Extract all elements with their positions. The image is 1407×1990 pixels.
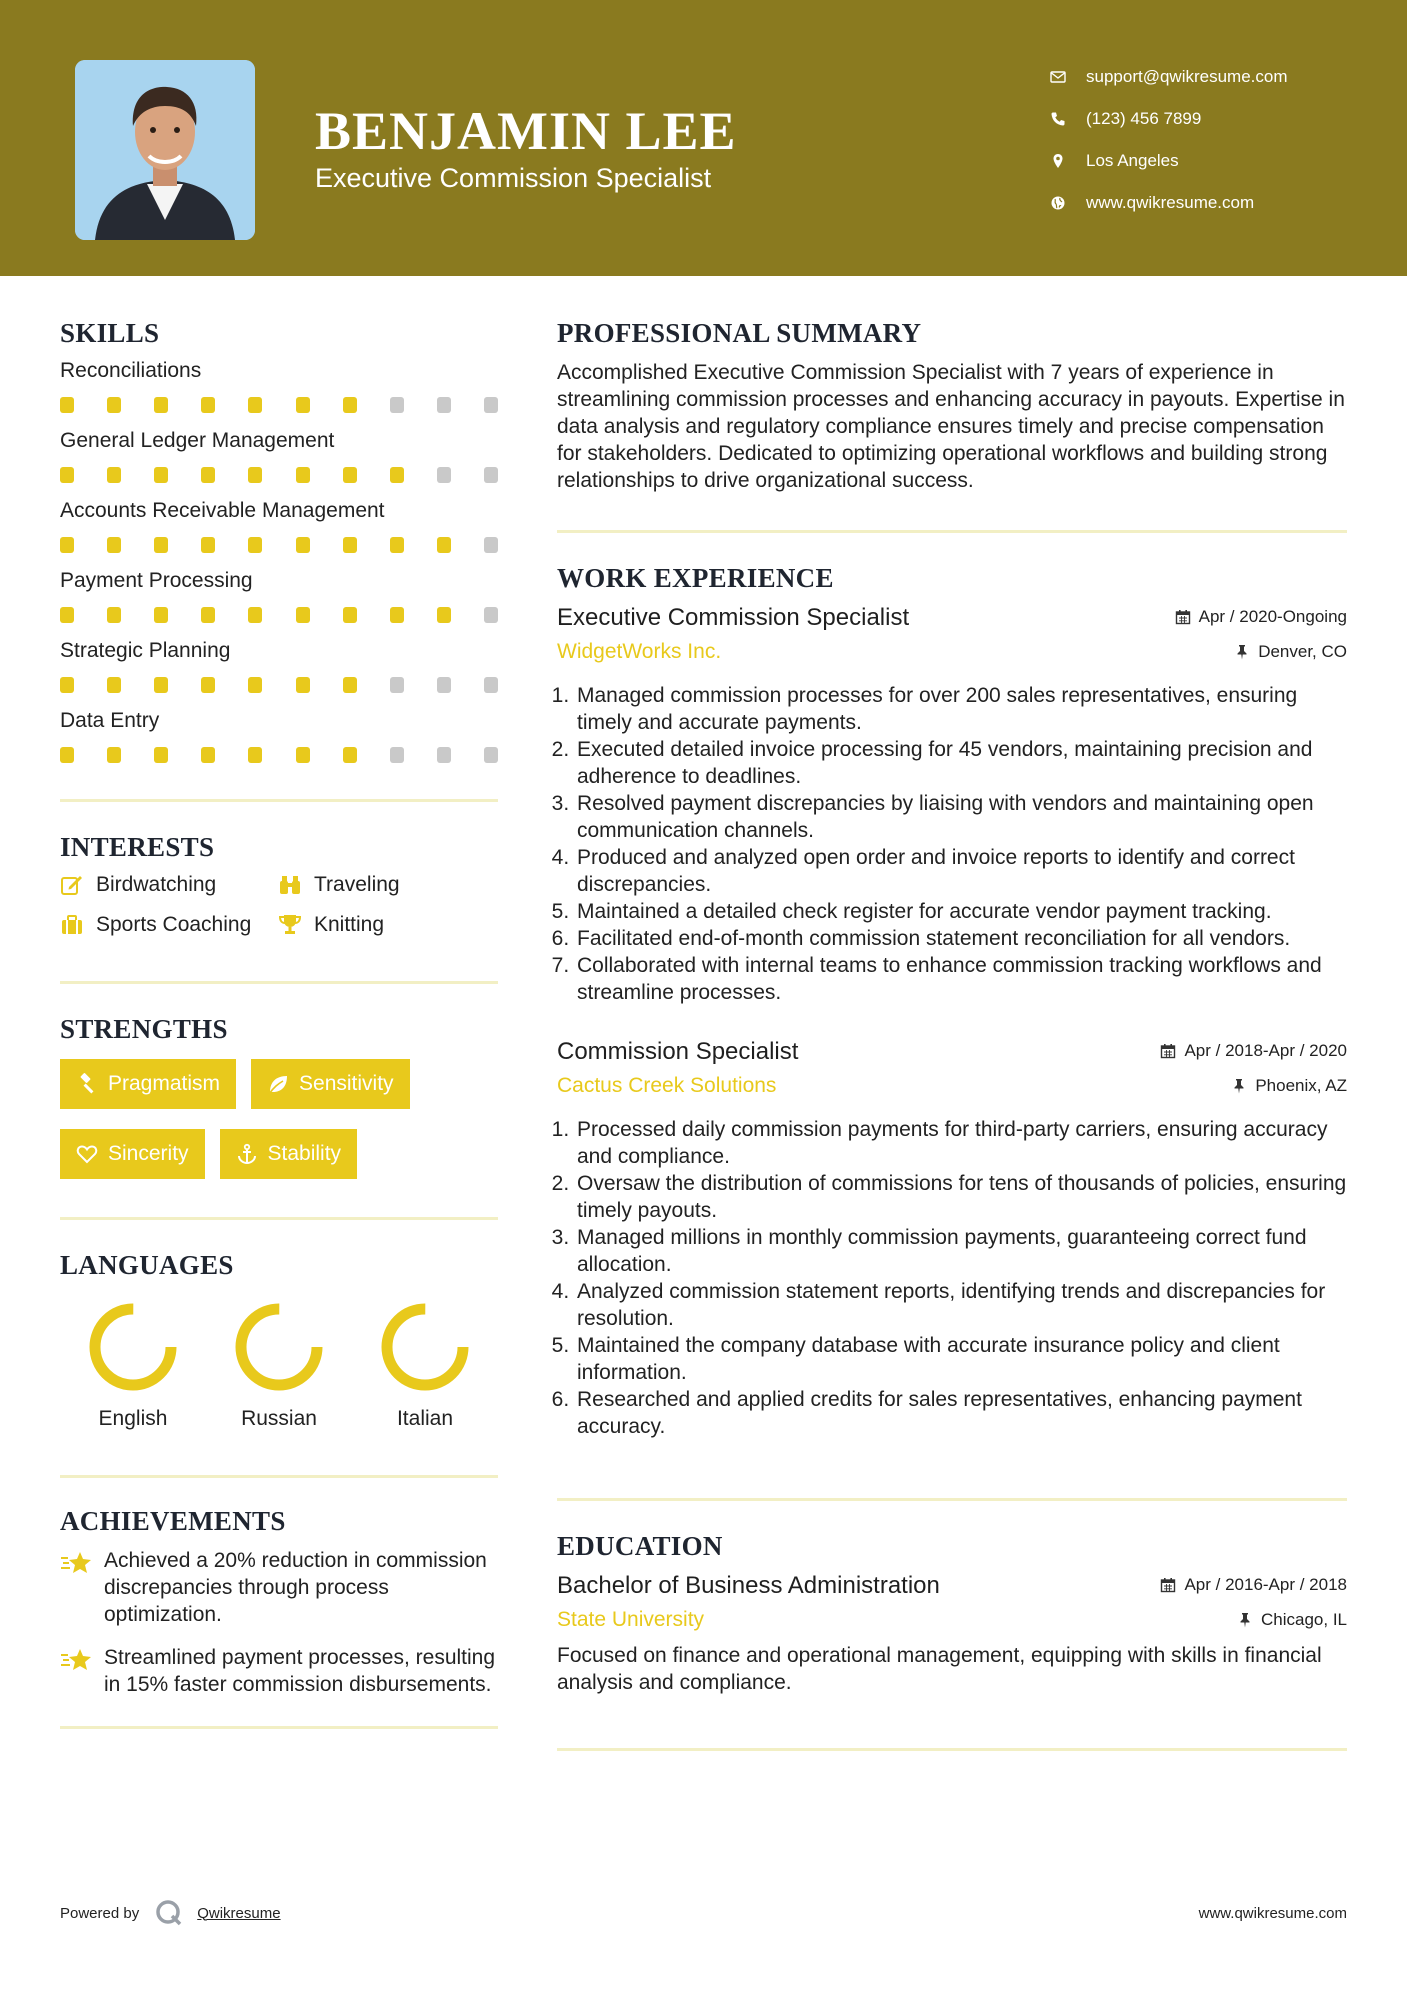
education-head bbox=[557, 1572, 1347, 1600]
education-degree: Bachelor of Business Administration bbox=[557, 1572, 940, 1599]
rating-dot-filled bbox=[60, 537, 74, 553]
contact-location-text: Los Angeles bbox=[1086, 151, 1179, 170]
job-duty: 7. Collaborated with internal teams to enhance commission tracking workflows and streamline processes. bbox=[575, 952, 1347, 1006]
rating-dot-empty bbox=[437, 467, 451, 483]
job-entry bbox=[557, 604, 1347, 1006]
education-section bbox=[557, 1531, 1347, 1696]
rating-dot-empty bbox=[484, 397, 498, 413]
achievement-text: Achieved a 20% reduction in commission discrepancies through process optimization. bbox=[104, 1549, 487, 1626]
rating-dot-filled bbox=[248, 467, 262, 483]
rating-dot-filled bbox=[154, 747, 168, 763]
job-company: Cactus Creek Solutions bbox=[557, 1074, 777, 1097]
shooting-star-icon bbox=[60, 1547, 104, 1628]
rating-dot-filled bbox=[390, 467, 404, 483]
strengths-section bbox=[60, 1014, 498, 1179]
rating-dot-filled bbox=[154, 467, 168, 483]
rating-dot-filled bbox=[343, 607, 357, 623]
jobs-list bbox=[557, 604, 1347, 1440]
contact-website[interactable] bbox=[1050, 182, 1288, 224]
skill-rating bbox=[60, 607, 498, 623]
contact-website-text: www.qwikresume.com bbox=[1086, 193, 1255, 212]
skill-rating bbox=[60, 397, 498, 413]
resume-header bbox=[0, 0, 1407, 276]
job-location bbox=[1231, 1076, 1347, 1096]
pushpin-icon bbox=[1234, 644, 1250, 660]
trophy-icon bbox=[278, 913, 314, 937]
rating-dot-filled bbox=[390, 537, 404, 553]
education-location-text: Chicago, IL bbox=[1261, 1610, 1347, 1629]
rating-dot-filled bbox=[201, 607, 215, 623]
right-column bbox=[557, 318, 1347, 1751]
rating-dot-filled bbox=[107, 537, 121, 553]
section-divider bbox=[557, 530, 1347, 533]
rating-dot-filled bbox=[154, 677, 168, 693]
rating-dot-filled bbox=[201, 537, 215, 553]
section-divider bbox=[60, 799, 498, 802]
job-sub bbox=[557, 1074, 1347, 1098]
job-date bbox=[1160, 1041, 1347, 1061]
rating-dot-filled bbox=[201, 397, 215, 413]
job-duties bbox=[557, 1116, 1347, 1440]
summary-title: PROFESSIONAL SUMMARY bbox=[557, 318, 922, 348]
job-duty: 2. Oversaw the distribution of commissions for tens of thousands of policies, ensuring timely payouts. bbox=[575, 1170, 1347, 1224]
interest-label: Knitting bbox=[314, 913, 385, 936]
job-duty: 1. Managed commission processes for over 200 sales representatives, ensuring timely and accurate payments. bbox=[575, 682, 1347, 736]
education-date-text: Apr / 2016-Apr / 2018 bbox=[1184, 1575, 1347, 1594]
gavel-icon bbox=[76, 1073, 98, 1095]
anchor-icon bbox=[236, 1143, 258, 1165]
leaf-icon bbox=[267, 1073, 289, 1095]
job-location-text: Phoenix, AZ bbox=[1255, 1076, 1347, 1095]
job-duty: 6. Researched and applied credits for sales representatives, enhancing payment accuracy. bbox=[575, 1386, 1347, 1440]
pushpin-icon bbox=[1231, 1078, 1247, 1094]
language-level-ring bbox=[231, 1299, 327, 1395]
contact-info bbox=[1050, 56, 1288, 224]
rating-dot-empty bbox=[390, 397, 404, 413]
skill-name: General Ledger Management bbox=[60, 429, 335, 452]
left-column bbox=[60, 318, 498, 1729]
skill-name: Data Entry bbox=[60, 709, 160, 732]
language-level-arc bbox=[387, 1309, 463, 1385]
education-description: Focused on finance and operational management, equipping with skills in financial analysis and compliance. bbox=[557, 1644, 1322, 1694]
interest-item bbox=[60, 913, 278, 937]
job-date bbox=[1175, 607, 1347, 627]
rating-dot-filled bbox=[201, 747, 215, 763]
contact-email-text: support@qwikresume.com bbox=[1086, 67, 1288, 86]
profile-photo bbox=[75, 60, 255, 240]
strength-tag bbox=[60, 1129, 205, 1179]
rating-dot-filled bbox=[343, 467, 357, 483]
phone-icon bbox=[1050, 111, 1086, 127]
rating-dot-filled bbox=[296, 467, 310, 483]
rating-dot-filled bbox=[154, 607, 168, 623]
rating-dot-empty bbox=[390, 677, 404, 693]
footer-url[interactable]: www.qwikresume.com bbox=[1198, 1905, 1347, 1922]
rating-dot-filled bbox=[248, 537, 262, 553]
section-divider bbox=[557, 1498, 1347, 1501]
education-school: State University bbox=[557, 1608, 705, 1631]
language-name: Russian bbox=[241, 1407, 317, 1430]
rating-dot-empty bbox=[390, 747, 404, 763]
contact-location bbox=[1050, 140, 1288, 182]
achievement-item bbox=[60, 1547, 498, 1628]
skill-name: Reconciliations bbox=[60, 359, 202, 382]
rating-dot-filled bbox=[248, 607, 262, 623]
section-divider bbox=[557, 1748, 1347, 1751]
education-sub bbox=[557, 1608, 1347, 1632]
rating-dot-filled bbox=[201, 677, 215, 693]
job-company: WidgetWorks Inc. bbox=[557, 640, 722, 663]
language-level-arc bbox=[95, 1309, 171, 1385]
languages-title: LANGUAGES bbox=[60, 1250, 234, 1280]
rating-dot-filled bbox=[248, 397, 262, 413]
globe-icon bbox=[1050, 195, 1086, 211]
rating-dot-filled bbox=[107, 397, 121, 413]
job-date-text: Apr / 2018-Apr / 2020 bbox=[1184, 1041, 1347, 1060]
skills-list bbox=[60, 359, 498, 763]
interest-item bbox=[278, 913, 478, 937]
skill-rating bbox=[60, 747, 498, 763]
shooting-star-icon bbox=[60, 1644, 104, 1698]
calendar-icon bbox=[1160, 1043, 1176, 1059]
skill-name: Strategic Planning bbox=[60, 639, 231, 662]
strengths-list bbox=[60, 1059, 498, 1179]
rating-dot-empty bbox=[484, 747, 498, 763]
rating-dot-filled bbox=[296, 677, 310, 693]
rating-dot-filled bbox=[107, 747, 121, 763]
achievements-title: ACHIEVEMENTS bbox=[60, 1506, 286, 1536]
rating-dot-empty bbox=[484, 537, 498, 553]
strengths-title: STRENGTHS bbox=[60, 1014, 228, 1044]
job-duty: 5. Maintained the company database with accurate insurance policy and client information. bbox=[575, 1332, 1347, 1386]
skill-name: Accounts Receivable Management bbox=[60, 499, 385, 522]
rating-dot-filled bbox=[296, 537, 310, 553]
job-head bbox=[557, 1038, 1347, 1066]
language-level-ring bbox=[377, 1299, 473, 1395]
job-duty: 3. Resolved payment discrepancies by liaising with vendors and maintaining open communication channels. bbox=[575, 790, 1347, 844]
job-date-text: Apr / 2020-Ongoing bbox=[1198, 607, 1347, 626]
language-item bbox=[60, 1299, 206, 1431]
edit-icon bbox=[60, 873, 96, 897]
rating-dot-filled bbox=[60, 607, 74, 623]
rating-dot-filled bbox=[60, 467, 74, 483]
rating-dot-empty bbox=[484, 467, 498, 483]
map-pin-icon bbox=[1050, 153, 1086, 169]
section-divider bbox=[60, 981, 498, 984]
job-duty: 3. Managed millions in monthly commission payments, guaranteeing correct fund allocation. bbox=[575, 1224, 1347, 1278]
strength-tag bbox=[251, 1059, 410, 1109]
job-duty: 4. Produced and analyzed open order and invoice reports to identify and correct discrepancies. bbox=[575, 844, 1347, 898]
rating-dot-filled bbox=[296, 397, 310, 413]
interest-label: Birdwatching bbox=[96, 873, 217, 896]
strength-label: Sensitivity bbox=[299, 1072, 394, 1095]
contact-email[interactable] bbox=[1050, 56, 1288, 98]
rating-dot-empty bbox=[437, 397, 451, 413]
job-duty: 4. Analyzed commission statement reports, identifying trends and discrepancies for resolution. bbox=[575, 1278, 1347, 1332]
rating-dot-filled bbox=[437, 537, 451, 553]
summary-section bbox=[557, 318, 1347, 494]
rating-dot-filled bbox=[248, 747, 262, 763]
job-duty: 6. Facilitated end-of-month commission statement reconciliation for all vendors. bbox=[575, 925, 1347, 952]
experience-title: WORK EXPERIENCE bbox=[557, 563, 834, 593]
skill-name: Payment Processing bbox=[60, 569, 253, 592]
job-head bbox=[557, 604, 1347, 632]
rating-dot-empty bbox=[484, 677, 498, 693]
skills-title: SKILLS bbox=[60, 318, 160, 348]
strength-label: Stability bbox=[267, 1142, 342, 1165]
job-location bbox=[1234, 642, 1347, 662]
job-duty: 2. Executed detailed invoice processing for 45 vendors, maintaining precision and adherence to deadlines. bbox=[575, 736, 1347, 790]
rating-dot-empty bbox=[484, 607, 498, 623]
rating-dot-filled bbox=[343, 397, 357, 413]
envelope-icon bbox=[1050, 69, 1086, 85]
language-name: Italian bbox=[396, 1407, 454, 1430]
rating-dot-filled bbox=[343, 537, 357, 553]
powered-by-text: Powered by bbox=[60, 1904, 140, 1922]
job-location-text: Denver, CO bbox=[1258, 642, 1347, 661]
rating-dot-filled bbox=[201, 467, 215, 483]
section-divider bbox=[60, 1475, 498, 1478]
job-duty: 1. Processed daily commission payments for third-party carriers, ensuring accuracy and compliance. bbox=[575, 1116, 1347, 1170]
rating-dot-filled bbox=[107, 607, 121, 623]
qwikresume-link[interactable]: Qwikresume bbox=[197, 1904, 281, 1922]
rating-dot-filled bbox=[390, 607, 404, 623]
rating-dot-filled bbox=[154, 397, 168, 413]
interest-label: Traveling bbox=[314, 873, 400, 896]
rating-dot-filled bbox=[60, 397, 74, 413]
candidate-role: Executive Commission Specialist bbox=[315, 163, 712, 193]
summary-text: Accomplished Executive Commission Specialist with 7 years of experience in streamlining commission processes and enhancing accuracy in payouts. Expertise in data analysis and regulatory compliance ensures timely and precise compensation for stakeholders. Dedicated to optimizing operational workflows and building strong relationships to drive organizational success. bbox=[557, 361, 1345, 492]
achievement-text: Streamlined payment processes, resulting in 15% faster commission disbursements. bbox=[104, 1646, 496, 1696]
pushpin-icon bbox=[1237, 1612, 1253, 1628]
languages-section bbox=[60, 1250, 498, 1431]
job-duty: 5. Maintained a detailed check register for accurate vendor payment tracking. bbox=[575, 898, 1347, 925]
job-title: Commission Specialist bbox=[557, 1038, 799, 1065]
language-item bbox=[352, 1299, 498, 1431]
calendar-icon bbox=[1175, 609, 1191, 625]
interest-label: Sports Coaching bbox=[96, 913, 252, 936]
interests-section bbox=[60, 832, 498, 937]
strength-label: Pragmatism bbox=[108, 1072, 221, 1095]
rating-dot-filled bbox=[343, 677, 357, 693]
achievement-item bbox=[60, 1644, 498, 1698]
qwikresume-logo-icon bbox=[155, 1899, 183, 1927]
rating-dot-filled bbox=[107, 677, 121, 693]
briefcase-icon bbox=[60, 913, 96, 937]
section-divider bbox=[60, 1217, 498, 1220]
calendar-icon bbox=[1160, 1577, 1176, 1593]
binoculars-icon bbox=[278, 873, 314, 897]
rating-dot-empty bbox=[437, 747, 451, 763]
education-date bbox=[1160, 1575, 1347, 1595]
rating-dot-empty bbox=[437, 677, 451, 693]
interests-title: INTERESTS bbox=[60, 832, 215, 862]
rating-dot-filled bbox=[154, 537, 168, 553]
footer-powered-by bbox=[60, 1899, 281, 1927]
rating-dot-filled bbox=[343, 747, 357, 763]
skills-section bbox=[60, 318, 498, 763]
skill-rating bbox=[60, 467, 498, 483]
heart-icon bbox=[76, 1143, 98, 1165]
education-location bbox=[1237, 1610, 1347, 1630]
interest-item bbox=[60, 873, 278, 897]
skill-rating bbox=[60, 537, 498, 553]
strength-tag bbox=[220, 1129, 358, 1179]
language-level-arc bbox=[241, 1309, 317, 1385]
rating-dot-filled bbox=[60, 677, 74, 693]
skill-rating bbox=[60, 677, 498, 693]
section-divider bbox=[60, 1726, 498, 1729]
achievements-section bbox=[60, 1506, 498, 1698]
rating-dot-filled bbox=[60, 747, 74, 763]
rating-dot-filled bbox=[296, 747, 310, 763]
job-title: Executive Commission Specialist bbox=[557, 604, 910, 631]
languages-list bbox=[60, 1299, 498, 1431]
job-entry bbox=[557, 1038, 1347, 1440]
rating-dot-filled bbox=[296, 607, 310, 623]
education-title: EDUCATION bbox=[557, 1531, 723, 1561]
language-level-ring bbox=[85, 1299, 181, 1395]
language-item bbox=[206, 1299, 352, 1431]
strength-tag bbox=[60, 1059, 236, 1109]
rating-dot-filled bbox=[107, 467, 121, 483]
interest-item bbox=[278, 873, 478, 897]
contact-phone-text: (123) 456 7899 bbox=[1086, 109, 1202, 128]
job-duties bbox=[557, 682, 1347, 1006]
interests-list bbox=[60, 873, 498, 937]
job-sub bbox=[557, 640, 1347, 664]
contact-phone[interactable] bbox=[1050, 98, 1288, 140]
strength-label: Sincerity bbox=[108, 1142, 189, 1165]
language-name: English bbox=[98, 1407, 168, 1430]
rating-dot-filled bbox=[248, 677, 262, 693]
rating-dot-filled bbox=[437, 607, 451, 623]
experience-section bbox=[557, 563, 1347, 1440]
candidate-name: BENJAMIN LEE bbox=[315, 101, 737, 161]
